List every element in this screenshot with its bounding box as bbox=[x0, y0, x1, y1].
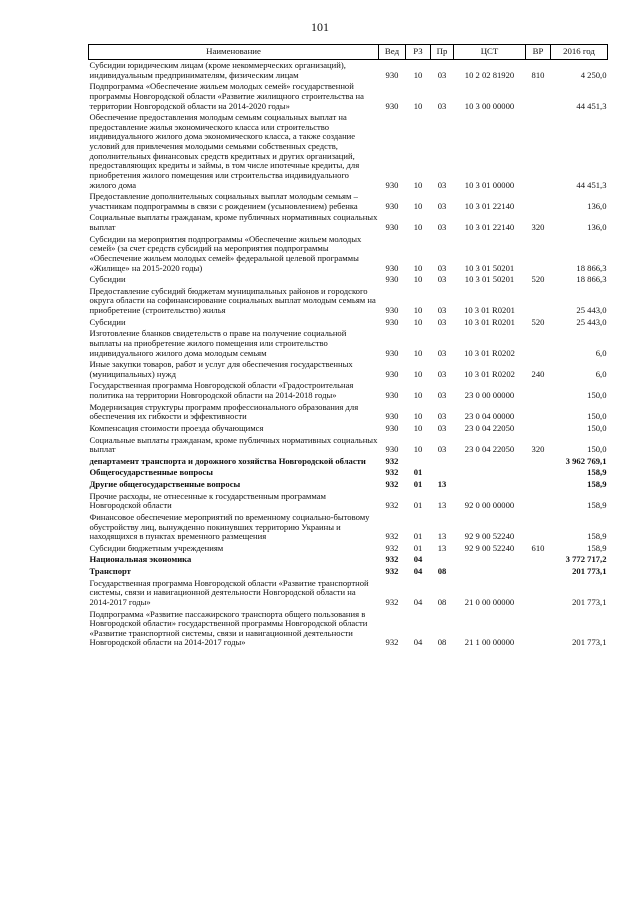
row-pr: 03 bbox=[437, 200, 447, 211]
row-cst: 21 0 00 00000 bbox=[464, 596, 515, 607]
row-rz: 10 bbox=[413, 368, 423, 379]
row-pr: 03 bbox=[437, 422, 447, 433]
row-amount: 4 250,0 bbox=[580, 69, 607, 80]
row-amount: 44 451,3 bbox=[576, 179, 607, 190]
table-row bbox=[89, 60, 608, 82]
row-amount: 136,0 bbox=[587, 222, 607, 232]
table-row bbox=[89, 81, 608, 112]
row-rz: 10 bbox=[413, 100, 423, 111]
table-row bbox=[89, 467, 608, 479]
row-pr: 13 bbox=[437, 542, 447, 553]
table-row bbox=[89, 435, 608, 456]
row-vr bbox=[526, 112, 551, 191]
row-ved: 932 bbox=[385, 455, 399, 466]
row-vr bbox=[526, 402, 551, 423]
row-cst bbox=[454, 554, 526, 566]
row-cst: 92 9 00 52240 bbox=[464, 531, 515, 542]
table-header bbox=[89, 45, 608, 60]
row-pr: 03 bbox=[437, 444, 447, 455]
row-name: Прочие расходы, не отнесенные к государственным программам Новгородской области bbox=[89, 490, 326, 511]
row-pr: 03 bbox=[437, 368, 447, 379]
row-cst: 23 0 04 00000 bbox=[464, 411, 515, 422]
row-name: Субсидии bbox=[89, 316, 126, 327]
table-row bbox=[89, 402, 608, 423]
row-ved: 930 bbox=[385, 262, 399, 273]
row-rz: 10 bbox=[413, 274, 423, 285]
row-ved: 932 bbox=[385, 467, 399, 478]
row-pr bbox=[431, 467, 454, 479]
row-rz: 10 bbox=[413, 200, 423, 211]
row-pr: 08 bbox=[437, 596, 447, 607]
row-vr bbox=[526, 554, 551, 566]
row-pr bbox=[431, 554, 454, 566]
table-row bbox=[89, 274, 608, 286]
row-name: Социальные выплаты гражданам, кроме публичных нормативных социальных выплат bbox=[89, 212, 378, 232]
row-rz: 10 bbox=[413, 305, 423, 315]
row-pr: 03 bbox=[437, 179, 447, 190]
row-name: Государственная программа Новгородской области «Развитие транспортной системы, связи и навигационной деятельности Новгородской области на 2014-2017 годы» bbox=[89, 577, 369, 607]
row-cst: 10 3 01 50201 bbox=[464, 274, 515, 285]
row-name: департамент транспорта и дорожного хозяйства Новгородской области bbox=[89, 455, 366, 466]
row-name: Субсидии бюджетным учреждениям bbox=[89, 542, 224, 553]
row-vr bbox=[526, 566, 551, 578]
budget-table bbox=[88, 44, 608, 649]
row-rz: 01 bbox=[413, 542, 423, 553]
row-vr bbox=[526, 467, 551, 479]
row-ved: 932 bbox=[385, 531, 399, 542]
row-cst: 10 3 01 R0201 bbox=[464, 316, 515, 327]
row-vr bbox=[526, 609, 551, 650]
row-amount: 158,9 bbox=[587, 467, 607, 478]
col-header-name: Наименование bbox=[89, 45, 379, 60]
row-cst: 92 0 00 00000 bbox=[464, 500, 515, 511]
row-ved: 932 bbox=[385, 542, 399, 553]
row-cst bbox=[454, 467, 526, 479]
row-pr: 03 bbox=[437, 316, 447, 327]
row-ved: 930 bbox=[385, 179, 399, 190]
row-ved: 932 bbox=[385, 596, 399, 607]
row-cst: 10 3 01 22140 bbox=[464, 222, 515, 232]
row-ved: 930 bbox=[385, 347, 399, 358]
row-name: Обеспечение предоставления молодым семьям социальных выплат на предоставление жилья экономического класса или строительство индивидуального жилого дома экономического класса, а также создание условий для привлечения молодыми семьями собственных средств, дополнительных финансовых средств кредитных и других организаций, предоставляющих кредиты и займы, в том числе ипотечные кредиты, для приобретения жилого помещения или строительства индивидуального жилого дома bbox=[89, 112, 360, 190]
row-pr: 13 bbox=[437, 479, 447, 489]
row-vr: 610 bbox=[531, 542, 545, 553]
row-amount: 150,0 bbox=[587, 411, 607, 422]
row-pr: 13 bbox=[437, 500, 447, 511]
row-cst bbox=[454, 479, 526, 491]
row-rz bbox=[406, 456, 431, 468]
row-cst: 23 0 00 00000 bbox=[464, 390, 515, 400]
row-name: Подпрограмма «Обеспечение жильем молодых семей» государственной программы Новгородской области «Развитие жилищного строительства на территории Новгородской области на 2014-2020 годы» bbox=[89, 81, 364, 111]
row-name: Подпрограмма «Развитие пассажирского транспорта общего пользования в Новгородской области» государственной программы Новгородской области «Развитие транспортной системы, связи и навигационной деятельности Новгородской области на 2014-2017 годы» bbox=[89, 608, 368, 648]
row-ved: 930 bbox=[385, 200, 399, 211]
row-rz: 01 bbox=[413, 479, 423, 489]
row-pr: 03 bbox=[437, 347, 447, 358]
row-pr: 03 bbox=[437, 262, 447, 273]
row-name: Модернизация структуры программ профессионального образования для обеспечения их гибкости и эффективности bbox=[89, 401, 359, 422]
row-vr: 520 bbox=[531, 274, 545, 285]
row-pr: 03 bbox=[437, 411, 447, 422]
row-name: Другие общегосударственные вопросы bbox=[89, 479, 241, 489]
row-ved: 932 bbox=[385, 479, 399, 489]
row-amount: 44 451,3 bbox=[576, 100, 607, 111]
row-name: Субсидии на мероприятия подпрограммы «Обеспечение жильем молодых семей» (за счет средств субсидий на мероприятия подпрограммы «Обеспечение жильем молодых семей» федеральной целевой программы «Жилище» на 2015-2020 годы) bbox=[89, 233, 362, 273]
row-vr: 320 bbox=[531, 444, 545, 455]
row-cst bbox=[454, 566, 526, 578]
table-row bbox=[89, 234, 608, 275]
row-name: Субсидии bbox=[89, 274, 126, 285]
row-amount: 150,0 bbox=[587, 444, 607, 455]
table-row bbox=[89, 491, 608, 512]
row-pr: 03 bbox=[437, 222, 447, 232]
row-ved: 930 bbox=[385, 316, 399, 327]
row-cst: 10 3 00 00000 bbox=[464, 100, 515, 111]
table-row bbox=[89, 578, 608, 609]
row-name: Предоставление субсидий бюджетам муниципальных районов и городского округа области на софинансирование социальных выплат молодым семьям на приобретение (строительство) жилья bbox=[89, 285, 376, 315]
row-cst: 10 3 01 R0202 bbox=[464, 347, 515, 358]
col-header-cst: ЦСТ bbox=[454, 45, 526, 60]
row-vr: 240 bbox=[531, 368, 545, 379]
row-vr bbox=[526, 423, 551, 435]
table-row bbox=[89, 317, 608, 329]
row-rz: 10 bbox=[413, 411, 423, 422]
row-amount: 25 443,0 bbox=[576, 305, 607, 315]
row-pr: 08 bbox=[437, 637, 447, 648]
row-vr bbox=[526, 380, 551, 401]
row-rz: 01 bbox=[413, 500, 423, 511]
row-amount: 3 962 769,1 bbox=[565, 455, 607, 466]
table-row bbox=[89, 423, 608, 435]
table-row bbox=[89, 512, 608, 543]
row-name: Иные закупки товаров, работ и услуг для обеспечения государственных (муниципальных) нужд bbox=[89, 359, 353, 379]
row-ved: 930 bbox=[385, 222, 399, 232]
row-rz: 04 bbox=[413, 566, 423, 576]
row-ved: 930 bbox=[385, 411, 399, 422]
row-pr: 03 bbox=[437, 390, 447, 400]
row-rz: 10 bbox=[413, 390, 423, 400]
row-amount: 150,0 bbox=[587, 422, 607, 433]
row-cst: 21 1 00 00000 bbox=[464, 637, 515, 648]
row-name: Социальные выплаты гражданам, кроме публичных нормативных социальных выплат bbox=[89, 434, 378, 455]
row-ved: 930 bbox=[385, 390, 399, 400]
table-row bbox=[89, 380, 608, 401]
table-row bbox=[89, 554, 608, 566]
row-ved: 930 bbox=[385, 100, 399, 111]
row-amount: 158,9 bbox=[587, 479, 607, 489]
row-pr bbox=[431, 456, 454, 468]
row-name: Национальная экономика bbox=[89, 554, 192, 565]
table-row bbox=[89, 566, 608, 578]
row-rz: 10 bbox=[413, 316, 423, 327]
row-ved: 932 bbox=[385, 566, 399, 576]
col-header-pr: Пр bbox=[431, 45, 454, 60]
row-rz: 04 bbox=[413, 554, 423, 565]
table-row bbox=[89, 191, 608, 212]
row-cst bbox=[454, 456, 526, 468]
table-row bbox=[89, 112, 608, 191]
row-rz: 10 bbox=[413, 222, 423, 232]
row-amount: 150,0 bbox=[587, 390, 607, 400]
row-cst: 10 2 02 81920 bbox=[464, 69, 515, 80]
row-pr: 03 bbox=[437, 100, 447, 111]
col-header-vr: ВР bbox=[526, 45, 551, 60]
row-cst: 10 3 01 00000 bbox=[464, 179, 515, 190]
row-amount: 158,9 bbox=[587, 500, 607, 511]
row-amount: 25 443,0 bbox=[576, 316, 607, 327]
row-ved: 930 bbox=[385, 69, 399, 80]
table-row bbox=[89, 328, 608, 359]
row-cst: 10 3 01 22140 bbox=[464, 200, 515, 211]
col-header-rz: РЗ bbox=[406, 45, 431, 60]
row-amount: 201 773,1 bbox=[572, 596, 607, 607]
row-rz: 10 bbox=[413, 179, 423, 190]
row-name: Финансовое обеспечение мероприятий по временному социально-бытовому обустройству лиц, вынужденно покинувших территорию Украины и находящихся в пунктах временного размещения bbox=[89, 511, 370, 542]
row-name: Транспорт bbox=[89, 566, 131, 576]
table-row bbox=[89, 479, 608, 491]
row-rz: 01 bbox=[413, 467, 423, 478]
row-vr: 810 bbox=[531, 69, 545, 80]
row-rz: 04 bbox=[413, 637, 423, 648]
page-number: 101 bbox=[311, 20, 329, 34]
row-ved: 930 bbox=[385, 422, 399, 433]
row-vr bbox=[526, 491, 551, 512]
row-cst: 10 3 01 R0202 bbox=[464, 368, 515, 379]
row-rz: 10 bbox=[413, 444, 423, 455]
row-ved: 930 bbox=[385, 305, 399, 315]
row-amount: 201 773,1 bbox=[572, 637, 607, 648]
table-row bbox=[89, 609, 608, 650]
row-pr: 13 bbox=[437, 531, 447, 542]
row-vr bbox=[526, 479, 551, 491]
col-header-amount: 2016 год bbox=[551, 45, 608, 60]
row-vr bbox=[526, 578, 551, 609]
row-rz: 10 bbox=[413, 69, 423, 80]
row-amount: 18 866,3 bbox=[576, 262, 607, 273]
table-row bbox=[89, 543, 608, 555]
row-cst: 10 3 01 R0201 bbox=[464, 305, 515, 315]
row-name: Предоставление дополнительных социальных выплат молодым семьям – участникам подпрограммы в связи с рождением (усыновлением) ребенка bbox=[89, 191, 358, 211]
row-cst: 92 9 00 52240 bbox=[464, 542, 515, 553]
row-rz: 04 bbox=[413, 596, 423, 607]
row-pr: 03 bbox=[437, 69, 447, 80]
row-vr bbox=[526, 234, 551, 275]
row-name: Компенсация стоимости проезда обучающимся bbox=[89, 422, 264, 433]
row-amount: 158,9 bbox=[587, 531, 607, 542]
row-vr bbox=[526, 286, 551, 317]
row-amount: 6,0 bbox=[595, 347, 607, 358]
row-vr bbox=[526, 81, 551, 112]
table-row bbox=[89, 359, 608, 380]
row-name: Государственная программа Новгородской области «Градостроительная политика на территории Новгородской области на 2014-2018 годы» bbox=[89, 380, 354, 400]
row-ved: 932 bbox=[385, 637, 399, 648]
row-amount: 3 772 717,2 bbox=[565, 554, 607, 565]
row-pr: 03 bbox=[437, 305, 447, 315]
row-amount: 201 773,1 bbox=[572, 566, 607, 576]
row-cst: 23 0 04 22050 bbox=[464, 444, 515, 455]
row-name: Субсидии юридическим лицам (кроме некоммерческих организаций), индивидуальным предпринимателям, физическим лицам bbox=[89, 60, 346, 80]
row-pr: 08 bbox=[437, 566, 447, 576]
table-row bbox=[89, 456, 608, 468]
row-name: Изготовление бланков свидетельств о праве на получение социальной выплаты на приобретение жилого помещения или строительство индивидуального жилого дома молодым семьям bbox=[89, 328, 347, 358]
row-ved: 932 bbox=[385, 500, 399, 511]
row-rz: 10 bbox=[413, 422, 423, 433]
row-vr bbox=[526, 191, 551, 212]
row-amount: 6,0 bbox=[595, 368, 607, 379]
row-pr: 03 bbox=[437, 274, 447, 285]
row-vr: 320 bbox=[531, 222, 545, 232]
table-row bbox=[89, 212, 608, 233]
row-amount: 136,0 bbox=[587, 200, 607, 211]
row-vr bbox=[526, 456, 551, 468]
col-header-ved: Вед bbox=[379, 45, 406, 60]
row-name: Общегосударственные вопросы bbox=[89, 467, 213, 478]
row-vr bbox=[526, 328, 551, 359]
row-ved: 930 bbox=[385, 368, 399, 379]
row-amount: 158,9 bbox=[587, 542, 607, 553]
row-cst: 23 0 04 22050 bbox=[464, 422, 515, 433]
row-ved: 930 bbox=[385, 274, 399, 285]
row-rz: 10 bbox=[413, 262, 423, 273]
row-ved: 932 bbox=[385, 554, 399, 565]
table-row bbox=[89, 286, 608, 317]
row-vr: 520 bbox=[531, 316, 545, 327]
row-cst: 10 3 01 50201 bbox=[464, 262, 515, 273]
row-rz: 10 bbox=[413, 347, 423, 358]
row-vr bbox=[526, 512, 551, 543]
row-ved: 930 bbox=[385, 444, 399, 455]
row-rz: 01 bbox=[413, 531, 423, 542]
row-amount: 18 866,3 bbox=[576, 274, 607, 285]
